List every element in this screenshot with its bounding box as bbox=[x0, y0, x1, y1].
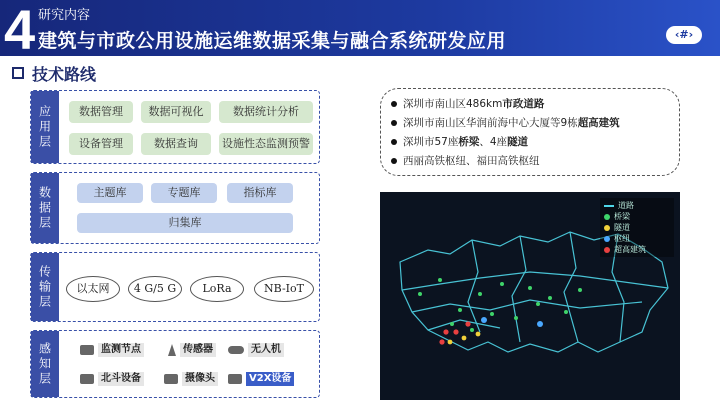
section-heading bbox=[12, 62, 96, 84]
data-item: 专题库 bbox=[151, 183, 217, 203]
v2x-icon bbox=[228, 374, 242, 384]
data-item: 归集库 bbox=[77, 213, 293, 233]
beidou-icon bbox=[80, 374, 94, 384]
monitor-node-icon bbox=[80, 345, 94, 355]
list-item: 深圳市57座桥梁、4座隧道 bbox=[403, 133, 669, 152]
section-heading-text: 技术路线 bbox=[32, 64, 97, 84]
section-subtitle: 研究内容 bbox=[38, 8, 91, 23]
map-legend bbox=[600, 198, 674, 257]
transport-item: 4 G/5 G bbox=[128, 276, 182, 302]
data-layer bbox=[30, 172, 320, 244]
scope-list bbox=[380, 88, 680, 176]
layer-label: 感知层 bbox=[31, 331, 59, 397]
list-item: 深圳市南山区华润前海中心大厦等9栋超高建筑 bbox=[403, 114, 669, 133]
data-item: 指标库 bbox=[227, 183, 293, 203]
shenzhen-map bbox=[380, 192, 680, 400]
app-item: 数据统计分析 bbox=[219, 101, 313, 123]
transport-item: 以太网 bbox=[66, 276, 120, 302]
slide-header bbox=[0, 0, 720, 61]
sensing-item: 传感器 bbox=[168, 343, 216, 357]
camera-icon bbox=[164, 374, 178, 384]
drone-icon bbox=[228, 346, 244, 354]
legend-item: 隧道 bbox=[604, 222, 670, 233]
sensing-item: V2X设备 bbox=[228, 372, 294, 386]
legend-item: 道路 bbox=[604, 200, 670, 211]
sensing-layer bbox=[30, 330, 320, 398]
legend-item: 桥梁 bbox=[604, 211, 670, 222]
layer-label: 传输层 bbox=[31, 253, 59, 321]
page-number-badge: ‹#› bbox=[666, 26, 702, 44]
layer-label: 数据层 bbox=[31, 173, 59, 243]
list-item: 深圳市南山区486km市政道路 bbox=[403, 95, 669, 114]
legend-item: 枢纽 bbox=[604, 233, 670, 244]
app-item: 设备管理 bbox=[69, 133, 133, 155]
sensing-item: 监测节点 bbox=[80, 343, 144, 357]
sensing-item: 无人机 bbox=[228, 343, 284, 357]
transport-item: NB-IoT bbox=[254, 276, 314, 302]
app-item: 设施性态监测预警 bbox=[219, 133, 313, 155]
sensor-icon bbox=[168, 344, 176, 356]
list-item: 西丽高铁枢纽、福田高铁枢纽 bbox=[403, 152, 669, 171]
application-layer bbox=[30, 90, 320, 164]
data-item: 主题库 bbox=[77, 183, 143, 203]
legend-item: 超高建筑 bbox=[604, 244, 670, 255]
app-item: 数据可视化 bbox=[141, 101, 211, 123]
app-item: 数据查询 bbox=[141, 133, 211, 155]
square-bullet-icon bbox=[12, 67, 24, 79]
sensing-item: 摄像头 bbox=[164, 372, 218, 386]
app-item: 数据管理 bbox=[69, 101, 133, 123]
section-number: 4 bbox=[4, 0, 36, 61]
layer-label: 应用层 bbox=[31, 91, 59, 163]
slide-title: 建筑与市政公用设施运维数据采集与融合系统研发应用 bbox=[38, 30, 507, 52]
sensing-item: 北斗设备 bbox=[80, 372, 144, 386]
transport-item: LoRa bbox=[190, 276, 244, 302]
